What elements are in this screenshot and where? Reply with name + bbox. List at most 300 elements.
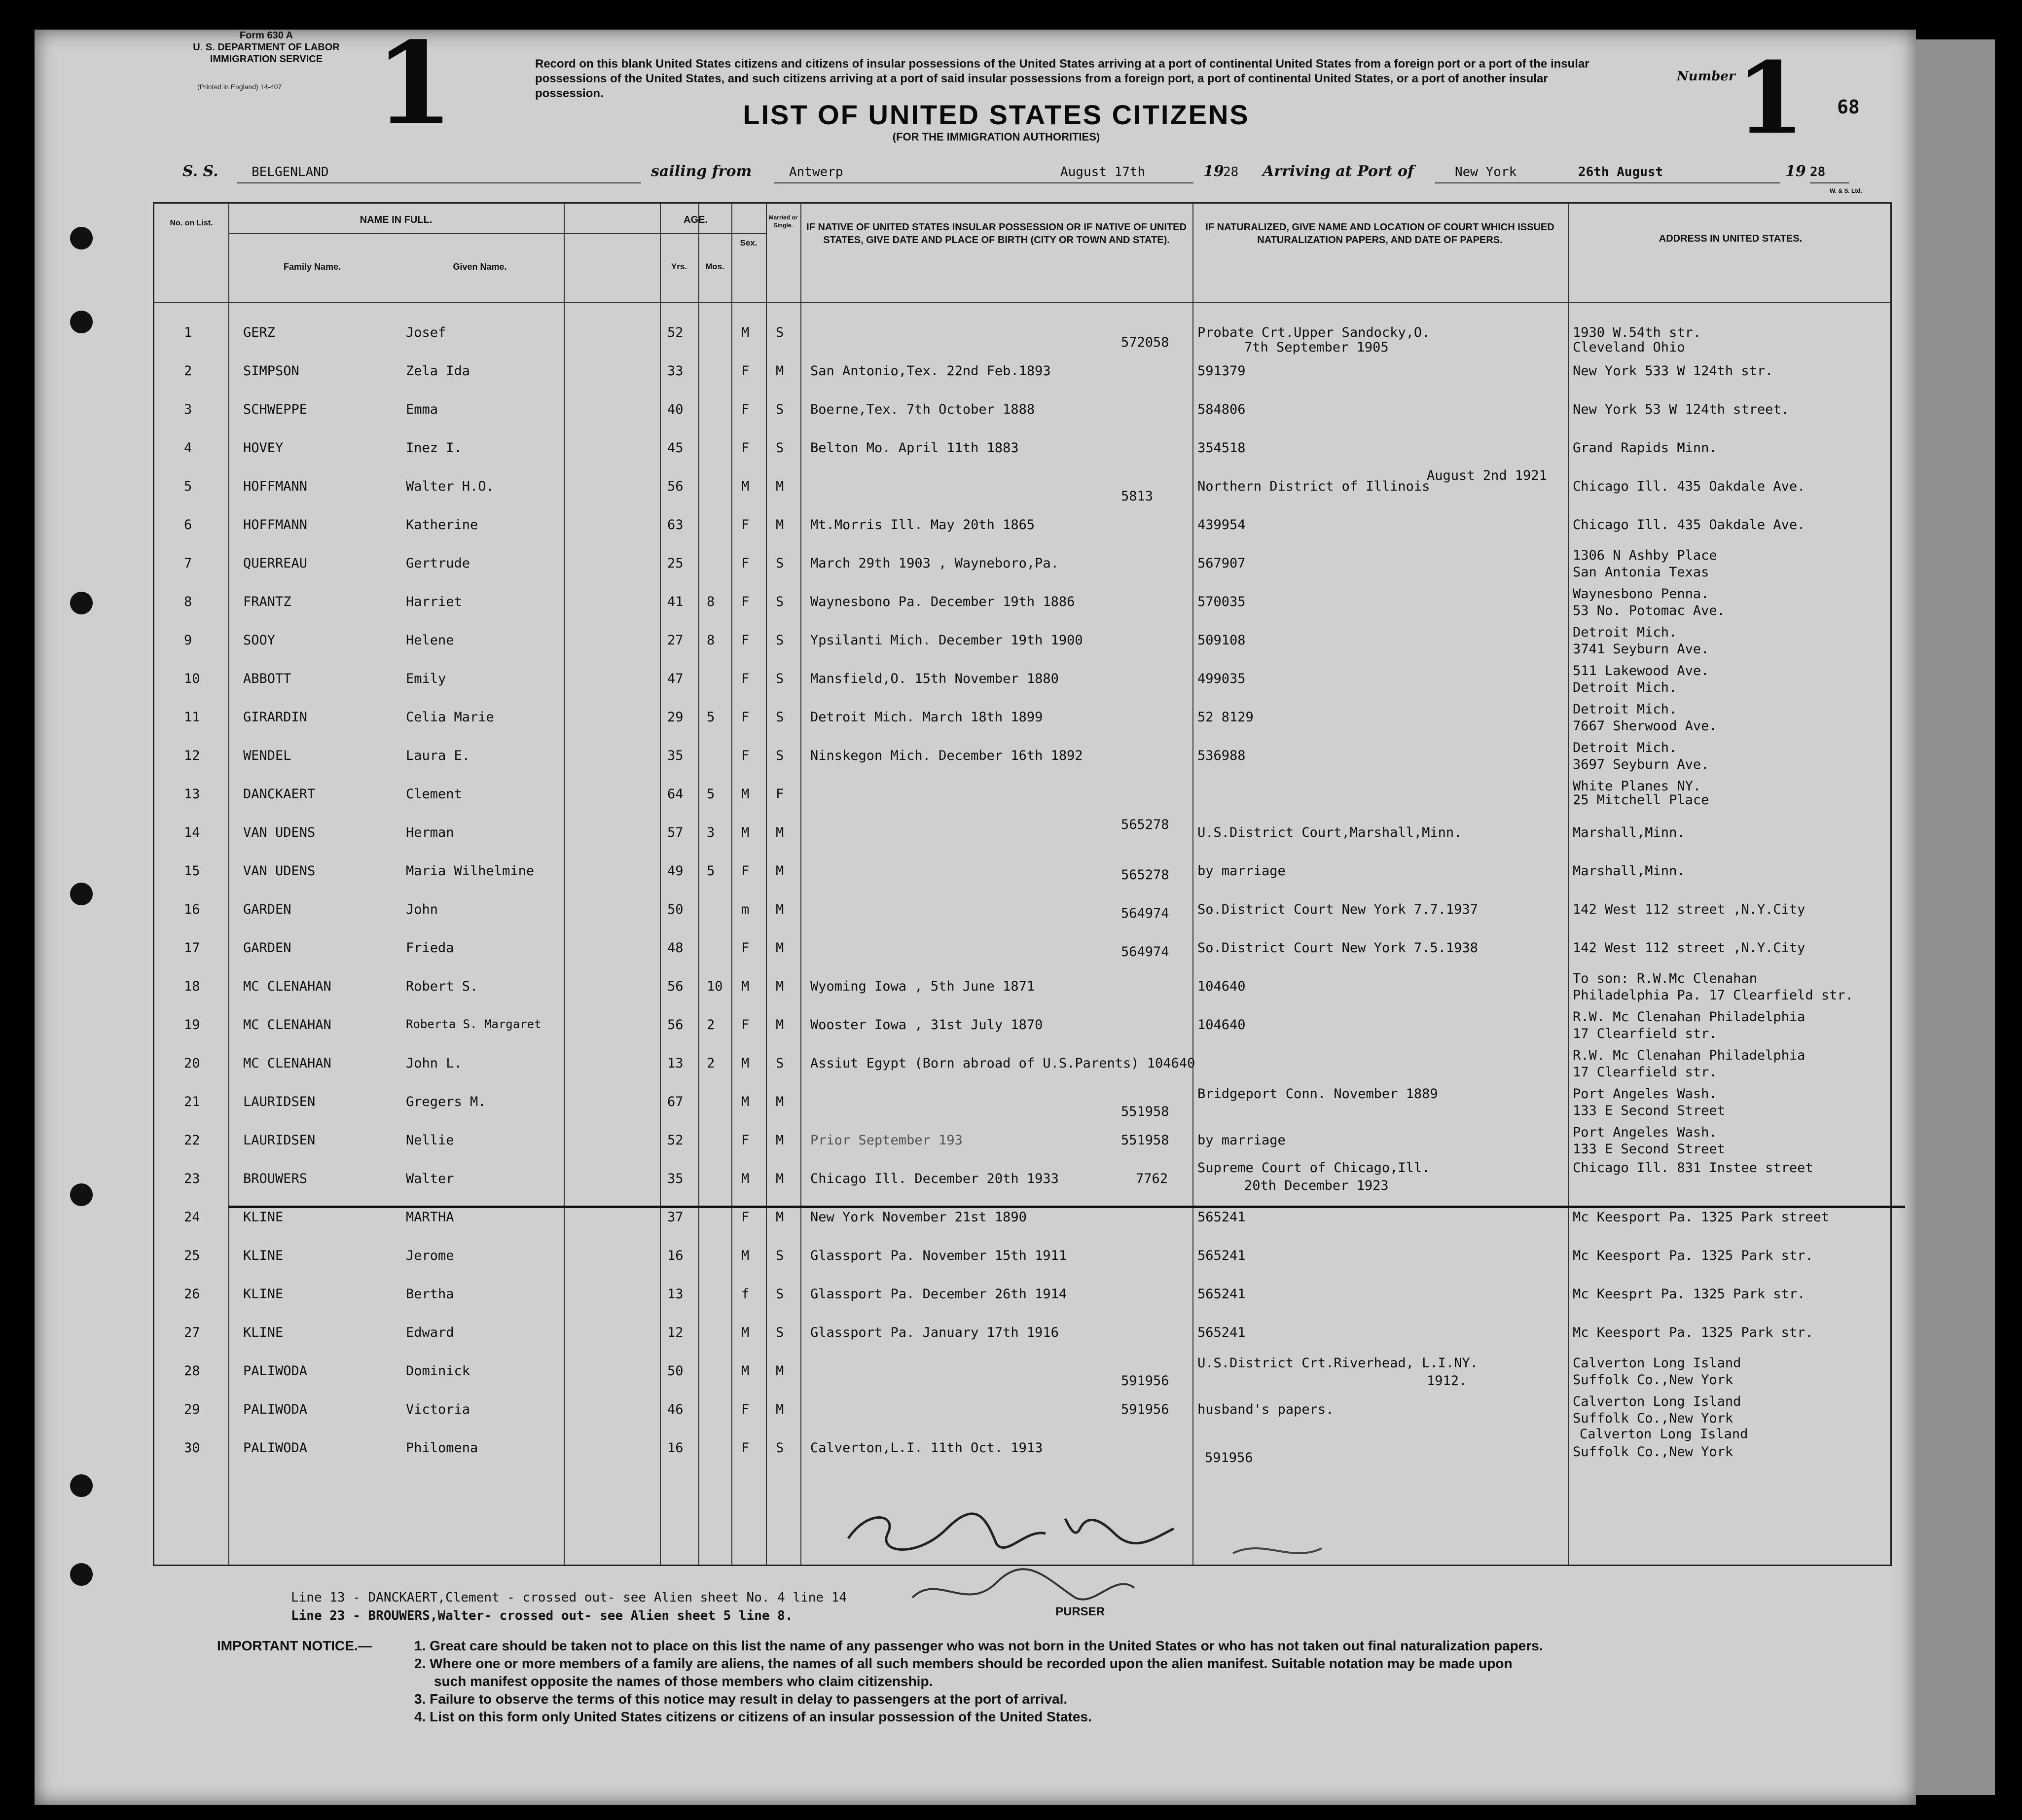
page-title: LIST OF UNITED STATES CITIZENS bbox=[743, 99, 1250, 130]
family-name: GARDEN bbox=[243, 902, 291, 917]
row-number: 20 bbox=[184, 1056, 200, 1071]
family-name: BROUWERS bbox=[243, 1171, 308, 1186]
age-years: 35 bbox=[667, 1171, 684, 1186]
family-name: ABBOTT bbox=[243, 671, 291, 686]
address-line1: R.W. Mc Clenahan Philadelphia bbox=[1573, 1048, 1805, 1063]
notice-title: IMPORTANT NOTICE.— bbox=[217, 1638, 372, 1653]
address-line1: Mc Keesprt Pa. 1325 Park str. bbox=[1573, 1286, 1805, 1302]
row-number: 29 bbox=[184, 1402, 200, 1417]
marital-status: S bbox=[776, 402, 784, 417]
sex: M bbox=[741, 1171, 750, 1186]
sheet-number: 68 bbox=[1837, 96, 1860, 118]
form-instructions: Record on this blank United States citizens and citizens of insular possessions of the United States arriving at a port of continental United States from a foreign port or a port of the insular possessions of the United States, and such citizens arriving at a port of said insular possessions from a foreign port, a port of continental United States, or a port of another insular possession. bbox=[535, 57, 1589, 100]
sex: M bbox=[741, 1363, 750, 1379]
table-row bbox=[154, 1317, 1890, 1356]
sex: M bbox=[741, 1056, 750, 1071]
passport-number: 591956 bbox=[1121, 1373, 1169, 1389]
address-line1: Calverton Long Island bbox=[1573, 1394, 1741, 1409]
address-line1: Waynesbono Penna. bbox=[1573, 586, 1709, 602]
naturalization-info: 536988 bbox=[1197, 748, 1246, 763]
naturalization-date: August 2nd 1921 bbox=[1427, 468, 1547, 483]
address-line1: Chicago Ill. 435 Oakdale Ave. bbox=[1573, 517, 1805, 533]
family-name: SCHWEPPE bbox=[243, 402, 308, 417]
family-name: MC CLENAHAN bbox=[243, 1017, 331, 1033]
naturalization-info: Probate Crt.Upper Sandocky,O. bbox=[1197, 325, 1430, 340]
row-number: 16 bbox=[184, 902, 200, 917]
naturalization-info: 509108 bbox=[1197, 633, 1246, 648]
marital-status: M bbox=[776, 863, 784, 879]
address-line1: Mc Keesport Pa. 1325 Park str. bbox=[1573, 1248, 1813, 1263]
header-sex: Sex. bbox=[740, 238, 758, 248]
family-name: KLINE bbox=[243, 1248, 284, 1263]
naturalization-info: 567907 bbox=[1197, 556, 1246, 571]
address-line2: Suffolk Co.,New York bbox=[1573, 1411, 1733, 1426]
arrival-year: 28 bbox=[1810, 165, 1826, 179]
family-name: DANCKAERT bbox=[243, 786, 316, 802]
voyage-line bbox=[182, 163, 1859, 187]
table-row bbox=[154, 356, 1890, 394]
family-name: QUERREAU bbox=[243, 556, 308, 571]
punch-hole bbox=[70, 311, 93, 333]
row-number: 30 bbox=[184, 1440, 200, 1456]
sex: F bbox=[741, 748, 750, 763]
row-number: 2 bbox=[184, 363, 192, 379]
passport-number: 565278 bbox=[1121, 867, 1169, 883]
age-years: 25 bbox=[667, 556, 684, 571]
table-row bbox=[154, 1125, 1890, 1163]
given-name: Nellie bbox=[406, 1133, 454, 1148]
passport-number: 572058 bbox=[1121, 335, 1169, 350]
age-years: 52 bbox=[667, 325, 684, 340]
sex: M bbox=[741, 1094, 750, 1109]
marital-status: M bbox=[776, 979, 784, 994]
given-name: Laura E. bbox=[406, 748, 470, 763]
row-number: 12 bbox=[184, 748, 200, 763]
sex: F bbox=[741, 1017, 750, 1033]
age-years: 29 bbox=[667, 710, 684, 725]
naturalization-info: 584806 bbox=[1197, 402, 1246, 417]
age-years: 63 bbox=[667, 517, 684, 533]
table-row bbox=[154, 779, 1890, 817]
naturalization-info: 591379 bbox=[1197, 363, 1246, 379]
age-years: 56 bbox=[667, 479, 684, 494]
family-name: VAN UDENS bbox=[243, 863, 316, 879]
marital-status: S bbox=[776, 748, 784, 763]
naturalization-info: husband's papers. bbox=[1197, 1402, 1334, 1417]
naturalization-info: So.District Court New York 7.7.1937 bbox=[1197, 902, 1478, 917]
row-number: 10 bbox=[184, 671, 200, 686]
address-line1: 142 West 112 street ,N.Y.City bbox=[1573, 940, 1805, 956]
passport-number: 564974 bbox=[1121, 906, 1169, 921]
sex: F bbox=[741, 402, 750, 417]
marital-status: S bbox=[776, 440, 784, 456]
printer-mark: W. & S. Ltd. bbox=[1830, 187, 1862, 194]
family-name: PALIWODA bbox=[243, 1402, 308, 1417]
naturalization-info: 565241 bbox=[1197, 1248, 1246, 1263]
table-row bbox=[154, 625, 1890, 663]
notice-item-2: 2. Where one or more members of a family are aliens, the names of all such members should be recorded upon the alien manifest. Suitable notation may be made upon bbox=[414, 1656, 1513, 1671]
age-years: 52 bbox=[667, 1133, 684, 1148]
table-row bbox=[154, 548, 1890, 586]
given-name: MARTHA bbox=[406, 1210, 454, 1225]
birth-info: Belton Mo. April 11th 1883 bbox=[810, 440, 1019, 456]
notice-item-4: 4. List on this form only United States citizens or citizens of an insular possession of the United States. bbox=[414, 1709, 1092, 1724]
address-line1: Detroit Mich. bbox=[1573, 702, 1677, 717]
passport-number: 551958 bbox=[1121, 1104, 1169, 1119]
table-row bbox=[154, 1356, 1890, 1394]
given-name: Katherine bbox=[406, 517, 478, 533]
address-line1: R.W. Mc Clenahan Philadelphia bbox=[1573, 1009, 1805, 1025]
sex: F bbox=[741, 556, 750, 571]
age-months: 10 bbox=[707, 979, 723, 994]
sex: F bbox=[741, 1402, 750, 1417]
arriving-label: Arriving at Port of bbox=[1263, 163, 1414, 180]
header-no: No. on List. bbox=[170, 219, 213, 227]
age-months: 2 bbox=[707, 1017, 715, 1033]
age-years: 64 bbox=[667, 786, 684, 802]
sex: F bbox=[741, 1133, 750, 1148]
sex: M bbox=[741, 479, 750, 494]
given-name: Frieda bbox=[406, 940, 454, 956]
age-years: 57 bbox=[667, 825, 684, 840]
family-name: HOFFMANN bbox=[243, 517, 308, 533]
table-row bbox=[154, 894, 1890, 932]
address-line2: Suffolk Co.,New York bbox=[1573, 1444, 1733, 1460]
table-row bbox=[154, 394, 1890, 432]
table-row bbox=[154, 509, 1890, 548]
given-name: Gertrude bbox=[406, 556, 470, 571]
age-months: 3 bbox=[707, 825, 715, 840]
address-line1: 142 West 112 street ,N.Y.City bbox=[1573, 902, 1805, 917]
marital-status: S bbox=[776, 633, 784, 648]
age-years: 49 bbox=[667, 863, 684, 879]
age-years: 48 bbox=[667, 940, 684, 956]
given-name: Edward bbox=[406, 1325, 454, 1340]
row-number: 18 bbox=[184, 979, 200, 994]
table-row bbox=[154, 1160, 1890, 1202]
sex: M bbox=[741, 786, 750, 802]
birth-info: Ninskegon Mich. December 16th 1892 bbox=[810, 748, 1083, 763]
row-number: 3 bbox=[184, 402, 192, 417]
header-marital: Married or Single. bbox=[768, 214, 798, 229]
given-name: Dominick bbox=[406, 1363, 470, 1379]
marital-status: S bbox=[776, 1440, 784, 1456]
address-line2: 3697 Seyburn Ave. bbox=[1573, 757, 1709, 772]
sex: F bbox=[741, 440, 750, 456]
row-number: 24 bbox=[184, 1210, 200, 1225]
right-paper-edge bbox=[1916, 39, 1995, 1795]
given-name: Herman bbox=[406, 825, 454, 840]
birth-info: Mt.Morris Ill. May 20th 1865 bbox=[810, 517, 1035, 533]
sex: F bbox=[741, 671, 750, 686]
table-row bbox=[154, 1048, 1890, 1086]
table-row bbox=[154, 1279, 1890, 1317]
passport-number: 591956 bbox=[1121, 1402, 1169, 1417]
row-number: 7 bbox=[184, 556, 192, 571]
sex: f bbox=[741, 1286, 750, 1302]
table-row bbox=[154, 586, 1890, 625]
header-naturalization: IF NATURALIZED, GIVE NAME AND LOCATION OF COURT WHICH ISSUED NATURALIZATION PAPERS, AND DATE OF PAPERS. bbox=[1205, 222, 1554, 246]
birth-info: Glassport Pa. November 15th 1911 bbox=[810, 1248, 1067, 1263]
age-months: 8 bbox=[707, 633, 715, 648]
age-years: 35 bbox=[667, 748, 684, 763]
given-name: Walter H.O. bbox=[406, 479, 494, 494]
sex: F bbox=[741, 517, 750, 533]
marital-status: S bbox=[776, 710, 784, 725]
sex: F bbox=[741, 594, 750, 609]
address-line2: 53 No. Potomac Ave. bbox=[1573, 603, 1725, 618]
arrival-date: 26th August bbox=[1578, 165, 1663, 179]
row-number: 15 bbox=[184, 863, 200, 879]
table-row bbox=[154, 1009, 1890, 1048]
address-line2: 17 Clearfield str. bbox=[1573, 1065, 1717, 1080]
age-years: 27 bbox=[667, 633, 684, 648]
department: U. S. DEPARTMENT OF LABOR bbox=[193, 42, 340, 53]
given-name: Jerome bbox=[406, 1248, 454, 1263]
naturalization-info: 565241 bbox=[1197, 1325, 1246, 1340]
service: IMMIGRATION SERVICE bbox=[210, 54, 323, 65]
address-line1: Port Angeles Wash. bbox=[1573, 1125, 1717, 1140]
address-line1: New York 53 W 124th street. bbox=[1573, 402, 1789, 417]
family-name: HOFFMANN bbox=[243, 479, 308, 494]
address-line1: 1930 W.54th str. bbox=[1573, 325, 1701, 340]
naturalization-info: 439954 bbox=[1197, 517, 1246, 533]
table-row bbox=[154, 663, 1890, 702]
row-number: 14 bbox=[184, 825, 200, 840]
family-name: HOVEY bbox=[243, 440, 284, 456]
naturalization-info: by marriage bbox=[1197, 1133, 1286, 1148]
naturalization-info: Northern District of Illinois bbox=[1197, 479, 1430, 494]
family-name: KLINE bbox=[243, 1325, 284, 1340]
age-years: 16 bbox=[667, 1440, 684, 1456]
birth-info: Waynesbono Pa. December 19th 1886 bbox=[810, 594, 1075, 609]
punch-hole bbox=[70, 883, 93, 905]
table-row bbox=[154, 1086, 1890, 1125]
punch-hole bbox=[70, 592, 93, 614]
marital-status: M bbox=[776, 902, 784, 917]
given-name: Maria Wilhelmine bbox=[406, 863, 535, 879]
row-number: 11 bbox=[184, 710, 200, 725]
naturalization-date: 1912. bbox=[1427, 1373, 1467, 1389]
marital-status: M bbox=[776, 1133, 784, 1148]
naturalization-date: 7th September 1905 bbox=[1244, 340, 1389, 355]
address-line1: Calverton Long Island bbox=[1580, 1427, 1748, 1442]
address-line2: 7667 Sherwood Ave. bbox=[1573, 718, 1717, 734]
passport-number: 551958 bbox=[1121, 1133, 1169, 1148]
naturalization-info: U.S.District Court,Marshall,Minn. bbox=[1197, 825, 1462, 840]
marital-status: S bbox=[776, 671, 784, 686]
sailing-label: sailing from bbox=[651, 163, 752, 180]
row-number: 23 bbox=[184, 1171, 200, 1186]
row-number: 21 bbox=[184, 1094, 200, 1109]
naturalization-info: 565241 bbox=[1197, 1286, 1246, 1302]
naturalization-info: 52 8129 bbox=[1197, 710, 1254, 725]
sex: M bbox=[741, 825, 750, 840]
naturalization-info: 499035 bbox=[1197, 671, 1246, 686]
given-name: Walter bbox=[406, 1171, 454, 1186]
family-name: WENDEL bbox=[243, 748, 291, 763]
marital-status: S bbox=[776, 1248, 784, 1263]
header-yrs: Yrs. bbox=[671, 262, 687, 271]
row-number: 8 bbox=[184, 594, 192, 609]
age-years: 46 bbox=[667, 1402, 684, 1417]
header-name: NAME IN FULL. bbox=[360, 214, 433, 225]
line23-note: Line 23 - BROUWERS,Walter- crossed out- see Alien sheet 5 line 8. bbox=[291, 1608, 793, 1623]
age-years: 12 bbox=[667, 1325, 684, 1340]
marital-status: S bbox=[776, 1286, 784, 1302]
sex: F bbox=[741, 633, 750, 648]
marital-status: S bbox=[776, 556, 784, 571]
header-age: AGE. bbox=[684, 214, 708, 225]
row-number: 28 bbox=[184, 1363, 200, 1379]
given-name: Gregers M. bbox=[406, 1094, 486, 1109]
passport-number: 5813 bbox=[1121, 489, 1154, 504]
row-number: 13 bbox=[184, 786, 200, 802]
marital-status: S bbox=[776, 1056, 784, 1071]
punch-hole bbox=[70, 1474, 93, 1497]
sex: F bbox=[741, 863, 750, 879]
address-line1: To son: R.W.Mc Clenahan bbox=[1573, 971, 1757, 986]
address-line1: Marshall,Minn. bbox=[1573, 863, 1685, 879]
birth-info: Assiut Egypt (Born abroad of U.S.Parents) 104640 bbox=[810, 1056, 1195, 1071]
birth-info: Calverton,L.I. 11th Oct. 1913 bbox=[810, 1440, 1043, 1456]
birth-info: Chicago Ill. December 20th 1933 bbox=[810, 1171, 1059, 1186]
birth-info: Ypsilanti Mich. December 19th 1900 bbox=[810, 633, 1083, 648]
header-given: Given Name. bbox=[453, 262, 507, 272]
row-number: 25 bbox=[184, 1248, 200, 1263]
printed-note: (Printed in England) 14-407 bbox=[197, 83, 282, 91]
birth-info: Prior September 193 bbox=[810, 1133, 963, 1148]
marital-status: S bbox=[776, 325, 784, 340]
birth-info: New York November 21st 1890 bbox=[810, 1210, 1027, 1225]
address-line2: 3741 Seyburn Ave. bbox=[1573, 642, 1709, 657]
header-address: ADDRESS IN UNITED STATES. bbox=[1659, 233, 1803, 244]
age-years: 13 bbox=[667, 1056, 684, 1071]
birth-info: San Antonio,Tex. 22nd Feb.1893 bbox=[810, 363, 1051, 379]
notice-item-2-cont: such manifest opposite the names of those members who claim citizenship. bbox=[434, 1674, 933, 1689]
given-name: Bertha bbox=[406, 1286, 454, 1302]
birth-info: Detroit Mich. March 18th 1899 bbox=[810, 710, 1043, 725]
address-line2: San Antonia Texas bbox=[1573, 565, 1709, 580]
age-years: 37 bbox=[667, 1210, 684, 1225]
given-name: Harriet bbox=[406, 594, 462, 609]
naturalization-info: 104640 bbox=[1197, 979, 1246, 994]
marital-status: F bbox=[776, 786, 784, 802]
marital-status: M bbox=[776, 1171, 784, 1186]
table-row bbox=[154, 856, 1890, 894]
address-line2: Detroit Mich. bbox=[1573, 680, 1677, 695]
address-line1: Port Angeles Wash. bbox=[1573, 1086, 1717, 1102]
naturalization-info: 104640 bbox=[1197, 1017, 1246, 1033]
address-line2: Cleveland Ohio bbox=[1573, 340, 1685, 355]
birth-info: Wooster Iowa , 31st July 1870 bbox=[810, 1017, 1043, 1033]
family-name: PALIWODA bbox=[243, 1440, 308, 1456]
given-name: Zela Ida bbox=[406, 363, 470, 379]
marital-status: M bbox=[776, 363, 784, 379]
naturalization-info: So.District Court New York 7.5.1938 bbox=[1197, 940, 1478, 956]
arrival-year-prefix: 19 bbox=[1785, 163, 1806, 180]
birth-info: Glassport Pa. December 26th 1914 bbox=[810, 1286, 1067, 1302]
given-name: John L. bbox=[406, 1056, 462, 1071]
sex: F bbox=[741, 710, 750, 725]
row-number: 1 bbox=[184, 325, 192, 340]
address-line2: 17 Clearfield str. bbox=[1573, 1026, 1717, 1041]
marital-status: M bbox=[776, 517, 784, 533]
table-row bbox=[154, 468, 1890, 509]
family-name: GERZ bbox=[243, 325, 276, 340]
given-name: Roberta S. Margaret bbox=[406, 1017, 542, 1031]
family-name: MC CLENAHAN bbox=[243, 979, 331, 994]
age-years: 67 bbox=[667, 1094, 684, 1109]
age-months: 8 bbox=[707, 594, 715, 609]
row-number: 5 bbox=[184, 479, 192, 494]
page-subtitle: (FOR THE IMMIGRATION AUTHORITIES) bbox=[892, 131, 1100, 143]
table-row bbox=[154, 971, 1890, 1009]
list-number: 1 bbox=[1736, 40, 1805, 156]
age-years: 56 bbox=[667, 1017, 684, 1033]
ship-name: BELGENLAND bbox=[252, 165, 329, 179]
marital-status: S bbox=[776, 594, 784, 609]
naturalization-info: 591956 bbox=[1205, 1450, 1253, 1465]
row-number: 4 bbox=[184, 440, 192, 456]
marital-status: M bbox=[776, 940, 784, 956]
address-line1: Mc Keesport Pa. 1325 Park str. bbox=[1573, 1325, 1813, 1340]
age-years: 56 bbox=[667, 979, 684, 994]
table-row bbox=[154, 1427, 1890, 1471]
address-line2: Suffolk Co.,New York bbox=[1573, 1372, 1733, 1388]
address-line1: New York 533 W 124th str. bbox=[1573, 363, 1773, 379]
table-row bbox=[154, 432, 1890, 471]
address-line2: 25 Mitchell Place bbox=[1573, 792, 1709, 808]
arrival-port: New York bbox=[1455, 165, 1517, 179]
header-birth: IF NATIVE OF UNITED STATES INSULAR POSSESSION OR IF NATIVE OF UNITED STATES, GIVE DATE AND PLACE OF BIRTH (CITY OR TOWN AND STATE). bbox=[806, 222, 1187, 246]
sex: F bbox=[741, 1210, 750, 1225]
age-years: 40 bbox=[667, 402, 684, 417]
line13-note: Line 13 - DANCKAERT,Clement - crossed out- see Alien sheet No. 4 line 14 bbox=[291, 1590, 847, 1605]
notice-item-1: 1. Great care should be taken not to place on this list the name of any passenger who was not born in the United States or who has not taken out final naturalization papers. bbox=[414, 1638, 1543, 1653]
address-line1: Grand Rapids Minn. bbox=[1573, 440, 1717, 456]
given-name: John bbox=[406, 902, 438, 917]
address-line1: Detroit Mich. bbox=[1573, 740, 1677, 755]
naturalization-info: 570035 bbox=[1197, 594, 1246, 609]
family-name: GIRARDIN bbox=[243, 710, 308, 725]
naturalization-date: 20th December 1923 bbox=[1244, 1178, 1389, 1193]
given-name: Emily bbox=[406, 671, 446, 686]
family-name: LAURIDSEN bbox=[243, 1133, 316, 1148]
sex: M bbox=[741, 1325, 750, 1340]
sex: F bbox=[741, 1440, 750, 1456]
marital-status: S bbox=[776, 1325, 784, 1340]
age-months: 5 bbox=[707, 786, 715, 802]
row-number: 19 bbox=[184, 1017, 200, 1033]
row-number: 27 bbox=[184, 1325, 200, 1340]
sex: M bbox=[741, 1248, 750, 1263]
table-row bbox=[154, 817, 1890, 856]
number-label: Number bbox=[1677, 69, 1735, 84]
age-years: 13 bbox=[667, 1286, 684, 1302]
table-row bbox=[154, 702, 1890, 740]
passport-number: 565278 bbox=[1121, 817, 1169, 832]
given-name: Robert S. bbox=[406, 979, 478, 994]
sex: m bbox=[741, 902, 750, 917]
marital-status: M bbox=[776, 1210, 784, 1225]
family-name: KLINE bbox=[243, 1286, 284, 1302]
family-name: LAURIDSEN bbox=[243, 1094, 316, 1109]
age-years: 33 bbox=[667, 363, 684, 379]
address-line2: 133 E Second Street bbox=[1573, 1142, 1725, 1157]
address-line1: Chicago Ill. 831 Instee street bbox=[1573, 1160, 1813, 1176]
family-name: SIMPSON bbox=[243, 363, 299, 379]
